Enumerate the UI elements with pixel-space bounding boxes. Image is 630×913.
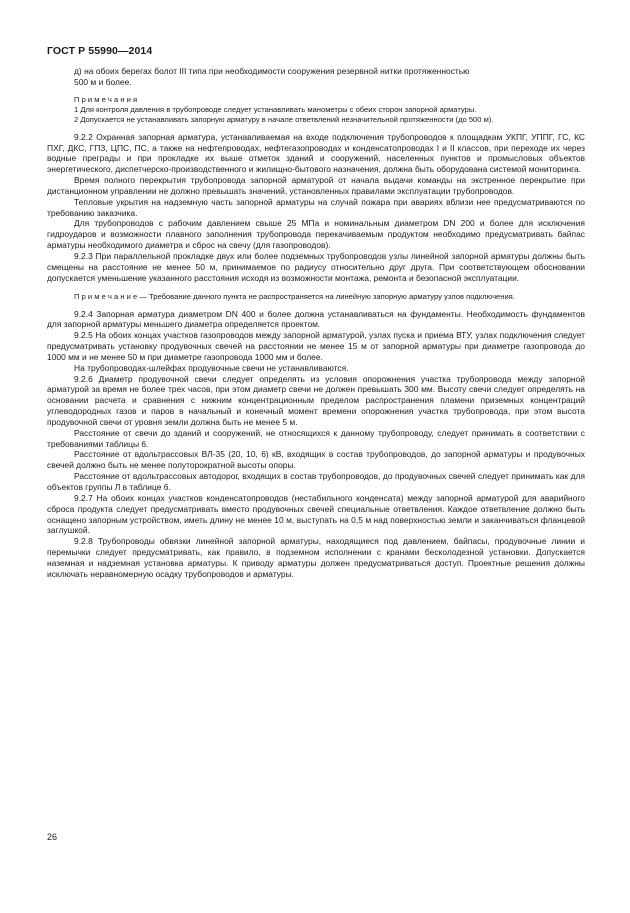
paragraph-thermal-covers: Тепловые укрытия на надземную часть запорной арматуры на случай пожара при авариях вблизи нее предусматриваются по требованию заказчика. — [47, 196, 585, 218]
paragraph-distance-roads: Расстояние от вдольтрассовых автодорог, входящих в состав трубопроводов, до продувочных свечей следует принимать как для объектов группы Л в таблице 6. — [47, 471, 585, 492]
paragraph-bypass: Для трубопроводов с рабочим давлением свыше 25 МПа и номинальным диаметром DN 200 и более для исключения гидроударов и возможности плавного заполнения трубопровода перекачиваемым продуктом необходимо предусматривать байпас арматуры необходимого диаметра и сброс на свечу (для газопроводов). — [47, 218, 585, 251]
clause-9-2-6: 9.2.6 Диаметр продувочной свечи следует определять из условия опорожнения участка трубопровода между запорной арматурой за время не более трех часов, при этом диаметр свечи не должен превышать 300 мм. Высоту свечи следует определять на основании расчета и сравнения с нижним концентрационным пределом распространения пламени приземных концентраций углеводородных газов и паров в начальный и конечный момент времени опорожнения участка трубопровода, при этом высота продувочной свечи от уровня земли должна быть не менее 5 м. — [47, 373, 585, 427]
clause-9-2-8: 9.2.8 Трубопроводы обвязки линейной запорной арматуры, находящиеся под давлением, байпасы, продувочные линии и перемычки следует предусматривать, как правило, в подземном исполнении с кранами бесколодезной установки. Допускается наземная и надземная установка арматуры. К приводу арматуры должен предусматриваться доступ. Проектные решения должны исключать неравномерную осадку трубопроводов и арматуры. — [47, 536, 585, 579]
clause-9-2-2: 9.2.2 Охранная запорная арматура, устанавливаемая на входе подключения трубопроводов к площадкам УКПГ, УППГ, ГС, КС ПХГ, ДКС, ГПЗ, ЦПС, ПС, а также на нефтепроводах, нефтегазопроводах и конденсатопроводах I и II классов, при переходе их через водные преграды и при прокладке их выше отметок зданий и сооружений, населенных пунктов и промысловых объектов энергетического, диспетчерско-производственного и жилищно-бытового назначения, должна быть оборудована системой мониторинга. — [47, 131, 585, 175]
list-item-d: д) на обоих берегах болот III типа при необходимости сооружения резервной нитки протяженностью — [74, 66, 470, 76]
note-2: 2 Допускается не устанавливать запорную арматуру в начале ответвлений незначительной протяженности (до 500 м). — [74, 114, 494, 124]
doc-code-header: ГОСТ Р 55990—2014 — [47, 45, 153, 57]
clause-9-2-7: 9.2.7 На обоих концах участков конденсатопроводов (нестабильного конденсата) между запорной арматурой для аварийного сброса продукта следует предусматривать вместо продувочных свечей специальные ответвления. Каждое ответвление должно быть оснащено запорным устройством, иметь длину не менее 10 м, выступать на 0,5 м над поверхностью земли и заканчиваться фланцевой заглушкой. — [47, 492, 585, 536]
clause-9-2-4: 9.2.4 Запорная арматура диаметром DN 400 и более должна устанавливаться на фундаменты. Необходимость фундаментов для запорной арматуры меньшего диаметра определяется проектом. — [47, 308, 585, 330]
notes-heading: П р и м е ч а н и я — [74, 94, 138, 104]
note-1: 1 Для контроля давления в трубопроводе следует устанавливать манометры с обеих сторон запорной арматуры. — [74, 104, 477, 114]
note-single: П р и м е ч а н и е — Требование данного пункта не распространяется на линейную запорную арматуру узлов подключения. — [74, 291, 515, 301]
paragraph-distance-buildings: Расстояние от свечи до зданий и сооружений, не относящихся к данному трубопроводу, следует принимать в соответствии с требованиями таблицы 6. — [47, 427, 585, 449]
list-item-d-continuation: 500 м и более. — [74, 76, 132, 87]
paragraph-flowlines: На трубопроводах-шлейфах продувочные свечи не устанавливаются. — [74, 362, 349, 373]
paragraph-distance-power-lines: Расстояние от вдольтрассовых ВЛ-35 (20, 10, 6) кВ, входящих в состав трубопроводов, до запорной арматуры и продувочных свечей должно быть не менее полуторократной высоты опоры. — [47, 449, 585, 471]
document-body — [47, 66, 585, 580]
clause-9-2-5: 9.2.5 На обоих концах участков газопроводов между запорной арматурой, узлах пуска и приема ВТУ, узлах подключения следует предусматривать установку продувочных свечей на расстоянии не менее 15 м от запорной арматуры при диаметре газопровода до 1000 мм и не менее 50 м при диаметре газопровода 1000 мм и более. — [47, 330, 585, 362]
paragraph-closing-time: Время полного перекрытия трубопровода запорной арматурой от начала выдачи команды на экстренное перекрытие при дистанционном управлении не должно превышать значений, установленных правилами эксплуатации трубопроводов. — [47, 175, 585, 196]
page-number: 26 — [47, 832, 58, 842]
clause-9-2-3: 9.2.3 При параллельной прокладке двух или более подземных трубопроводов узлы линейной запорной арматуры должны быть смещены на расстояние не менее 50 м, принимаемое по радиусу относительно друг друга. При соответствующем обосновании допускается уменьшение указанного расстояния исходя из возможности монтажа, ремонта и безопасной эксплуатации. — [47, 250, 585, 283]
